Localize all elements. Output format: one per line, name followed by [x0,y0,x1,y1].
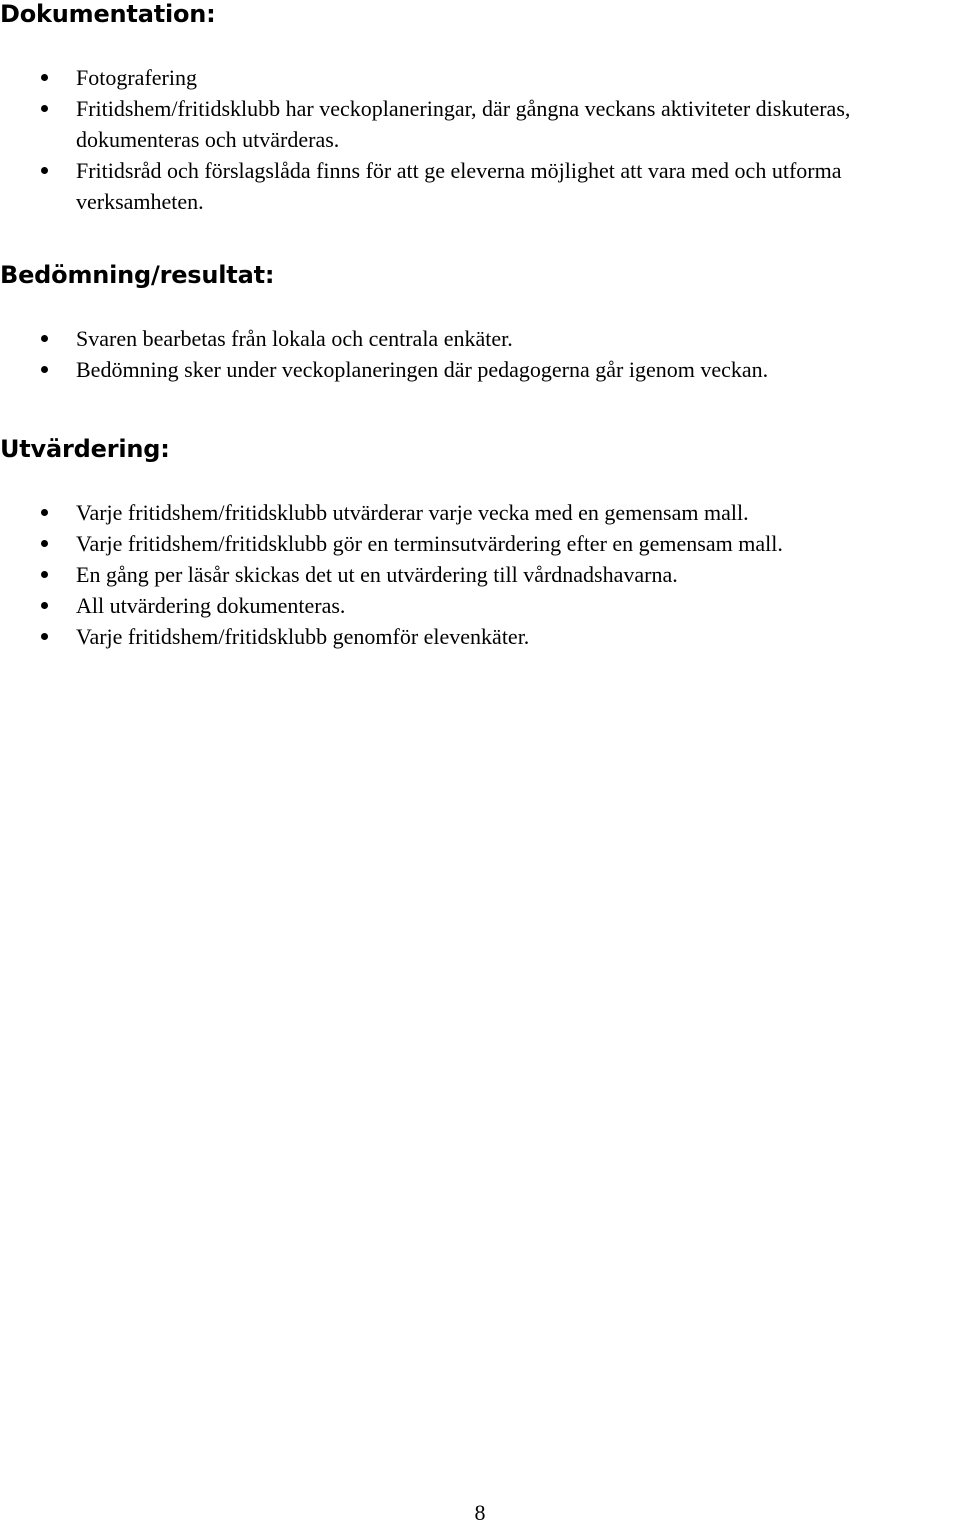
list-item [0,621,960,652]
list-item [0,155,960,217]
bullet-icon [41,540,48,547]
bullet-list [0,62,960,217]
section-heading: Bedömning/resultat: [0,261,275,289]
list-item-text: Fritidshem/fritidsklubb har veckoplaneringar, där gångna veckans aktiviteter diskuteras, dokumenteras och utvärderas. [76,96,851,152]
list-item-text: Varje fritidshem/fritidsklubb gör en terminsutvärdering efter en gemensam mall. [76,531,783,556]
list-item-text: Bedömning sker under veckoplaneringen där pedagogerna går igenom veckan. [76,357,769,382]
list-item [0,497,960,528]
list-item-text: Varje fritidshem/fritidsklubb genomför elevenkäter. [76,624,530,649]
list-item [0,323,960,354]
bullet-icon [41,509,48,516]
list-item-text: En gång per läsår skickas det ut en utvärdering till vårdnadshavarna. [76,562,678,587]
bullet-icon [41,571,48,578]
list-item-text: All utvärdering dokumenteras. [76,593,346,618]
list-item [0,62,960,93]
bullet-list [0,497,960,652]
bullet-icon [41,633,48,640]
list-item [0,590,960,621]
section-bedomning [0,261,960,385]
list-item [0,528,960,559]
list-item-text: Fritidsråd och förslagslåda finns för att ge eleverna möjlighet att vara med och utforma verksamheten. [76,158,842,214]
bullet-icon [41,105,48,112]
list-item-text: Fotografering [76,65,197,90]
list-item [0,354,960,385]
page-number: 8 [474,1500,486,1525]
bullet-icon [41,167,48,174]
list-item-text: Varje fritidshem/fritidsklubb utvärderar varje vecka med en gemensam mall. [76,500,749,525]
bullet-icon [41,366,48,373]
section-heading: Dokumentation: [0,0,216,28]
section-heading: Utvärdering: [0,435,170,463]
bullet-list [0,323,960,385]
bullet-icon [41,74,48,81]
list-item [0,93,960,155]
section-dokumentation [0,0,960,217]
bullet-icon [41,335,48,342]
list-item-text: Svaren bearbetas från lokala och centrala enkäter. [76,326,513,351]
section-utvardering [0,435,960,652]
bullet-icon [41,602,48,609]
list-item [0,559,960,590]
